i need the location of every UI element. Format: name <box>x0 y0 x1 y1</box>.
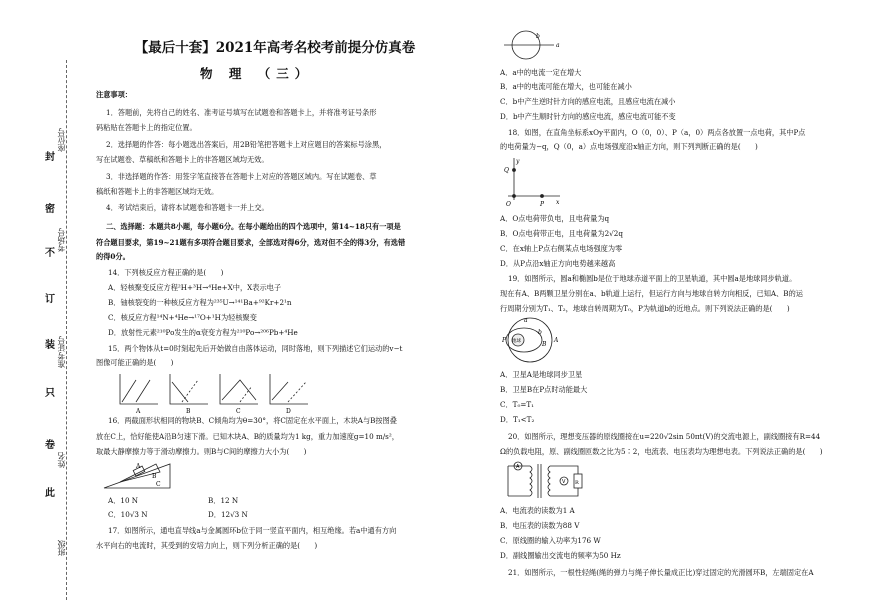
graph-label: D <box>286 408 291 414</box>
q16-option: C．10√3 N <box>108 510 148 519</box>
seal-word: 封 <box>45 152 55 163</box>
q18-option: B．O点电荷带正电，且电荷量为2√2q <box>500 229 623 238</box>
q20-option: C．原线圈的输入功率为176 W <box>500 536 601 545</box>
fig-label: Q <box>504 167 509 174</box>
notice-line: 写在试题卷、草稿纸和答题卡上的非答题区域均无效。 <box>96 155 269 164</box>
exam-title: 【最后十套】2021年高考名校考前提分仿真卷 <box>134 40 416 56</box>
fig-label: C <box>156 481 161 488</box>
q18-stem: 18．如图，在直角坐标系xOy平面内，O（0，0）、P（a，0）两点各放置一点电荷，其中P点 <box>508 128 806 137</box>
fig-label: x <box>556 199 560 206</box>
exam-subtitle: 物 理 （三） <box>200 66 314 81</box>
q18-option: C．在x轴上P点右侧某点电场强度为零 <box>500 244 623 253</box>
seal-word: 密 <box>45 204 55 215</box>
q20-option: B．电压表的读数为88 V <box>500 521 580 530</box>
fig-label-earth: 地球 <box>512 339 521 344</box>
fig-label: A <box>554 337 559 344</box>
q18-stem: 的电荷量为−q，Q（0，a）点电场强度沿x轴正方向，则下列判断正确的是( ) <box>500 142 758 151</box>
fig-label: B <box>542 341 547 348</box>
fig-label: y <box>516 158 520 165</box>
q19-option: C．T₀=T₁ <box>500 400 535 409</box>
seal-word: 此 <box>45 488 55 499</box>
q19-stem: 现在有A、B两颗卫星分别在a、b轨道上运行，但运行方向与地球自转方向相反，已知A、B的运 <box>500 289 803 298</box>
fig-label: A <box>136 463 141 470</box>
q17-option: D．b中产生顺时针方向的感应电流，感应电流可能不变 <box>500 112 676 121</box>
graph-label: B <box>186 408 191 414</box>
q19-option: D．T₁<T₂ <box>500 415 535 424</box>
graph-label: A <box>136 408 141 414</box>
notice-line: 4．考试结束后，请将本试题卷和答题卡一并上交。 <box>106 203 269 212</box>
q14-option: A．轻核聚变反应方程²H+³H→⁴He+X中，X表示电子 <box>108 283 282 292</box>
q15-stem: 图像可能正确的是( ) <box>96 358 174 367</box>
q17-option: A．a中的电流一定在增大 <box>500 68 582 77</box>
fig-label: O <box>506 201 511 208</box>
q15-vt-graphs <box>112 372 322 414</box>
q17-option: B．a中的电流可能在增大，也可能在减小 <box>500 82 632 91</box>
field-label-class: 班级 <box>57 540 66 556</box>
field-label-name: 姓名 <box>57 452 66 468</box>
fig-label: a <box>524 317 528 324</box>
q16-option: B．12 N <box>208 496 239 505</box>
q19-stem: 行周期分别为T₁、T₂，地球自转周期为T₀，P为轨道b的近地点。则下列说法正确的是( ) <box>500 304 790 313</box>
q18-option: A．O点电荷带负电，且电荷量为q <box>500 214 610 223</box>
fig-label: a <box>556 42 560 49</box>
section-line: 符合题目要求，第19~21题有多项符合题目要求，全部选对得6分，选对但不全的得3分，有选错 <box>96 238 406 247</box>
notice-line: 2．选择题的作答：每小题选出答案后，用2B铅笔把答题卡上对应题目的答案标号涂黑， <box>106 140 387 149</box>
notice-line: 1．答题前，先将自己的姓名、准考证号填写在试题卷和答题卡上，并将准考证号条形 <box>106 108 377 117</box>
fig-label: P <box>540 201 545 208</box>
fig-label: B <box>152 473 157 480</box>
q16-stem: 放在C上，恰好能使A沿B匀速下滑。已知木块A、B的质量均为1 kg，重力加速度g=10 m/s²， <box>96 432 399 441</box>
voltmeter-label: V <box>562 479 566 485</box>
q17-stem: 水平向右的电流时，其受到的安培力向上，则下列分析正确的是( ) <box>96 541 318 550</box>
q17-stem: 17．如图所示，通电直导线a与金属圆环b位于同一竖直平面内，相互绝缘。若a中通有方向 <box>108 526 397 535</box>
q20-option: D．副线圈输出交流电的频率为50 Hz <box>500 551 621 560</box>
section-line: 二、选择题：本题共8小题，每小题6分。在每小题给出的四个选项中，第14~18只有一项是 <box>106 222 401 231</box>
field-label-seat: 座位号 <box>57 128 66 152</box>
q21-stem: 21．如图所示，一根性轻绳(绳的弹力与绳子伸长量成正比)穿过固定的光滑圆环B，左端固定在A <box>508 568 814 577</box>
q19-option: A．卫星A是地球同步卫星 <box>500 370 583 379</box>
field-label-room: 考场号 <box>57 228 66 252</box>
ammeter-label: A <box>516 464 520 470</box>
q17-option: C．b中产生逆时针方向的感应电流，且感应电流在减小 <box>500 97 676 106</box>
notice-heading: 注意事项： <box>96 90 132 99</box>
q20-stem: Ω的负载电阻，原、副线圈匝数之比为5∶2，电流表、电压表均为理想电表。下列说法正确的是( ) <box>500 447 823 456</box>
resistor-label: R <box>575 480 579 486</box>
q19-orbit-figure <box>502 316 562 364</box>
q16-option: A．10 N <box>108 496 139 505</box>
graph-label: C <box>236 408 241 414</box>
q20-stem: 20．如图所示，理想变压器的原线圈接在u=220√2sin 50πt(V)的交流电源上，副线圈接有R=44 <box>508 432 821 441</box>
seal-word: 订 <box>45 294 55 305</box>
q16-stem: 取最大静摩擦力等于滑动摩擦力。则B与C间的摩擦力大小为( ) <box>96 447 307 456</box>
q14-option: D．放射性元素²¹⁰Po发生的α衰变方程为²¹⁰Po→²⁰⁶Pb+⁴He <box>108 328 298 337</box>
notice-line: 3．非选择题的作答：用签字笔直接答在答题卡上对应的答题区域内。写在试题卷、草 <box>106 172 377 181</box>
q18-coordinate-figure <box>502 156 564 210</box>
q14-option: B．铀核裂变的一种核反应方程为²³⁵U→¹⁴¹Ba+⁹²Kr+2¹n <box>108 298 292 307</box>
q19-option: B．卫星B在P点时动能最大 <box>500 385 588 394</box>
notice-line: 稿纸和答题卡上的非答题区域均无效。 <box>96 187 219 196</box>
q16-option: D．12√3 N <box>208 510 248 519</box>
seal-word: 只 <box>45 388 55 399</box>
q19-stem: 19．如图所示，圆a和椭圆b是位于地球赤道平面上的卫星轨道，其中圆a是地球同步轨道。 <box>508 274 797 283</box>
fig-label: b <box>536 33 540 40</box>
section-line: 的得0分。 <box>96 252 130 261</box>
q16-stem: 16．两截面形状相同的物块B、C倾角均为θ=30°，将C固定在水平面上，木块A与B按图叠 <box>108 416 397 425</box>
q20-option: A．电流表的读数为1 A <box>500 506 575 515</box>
q15-stem: 15．两个物体从t=0时刻起先后开始做自由落体运动，同时落地，则下列描述它们运动的v−t <box>108 344 403 353</box>
binding-margin <box>0 0 80 615</box>
seal-word: 不 <box>45 248 55 259</box>
q16-incline-figure <box>100 460 180 492</box>
q14-option: C．核反应方程¹⁴N+⁴He→¹⁷O+¹H为轻核聚变 <box>108 313 257 322</box>
fig-label: b <box>538 329 542 336</box>
q20-transformer-figure <box>504 460 584 502</box>
fig-label: P <box>502 337 507 344</box>
q18-option: D．从P点沿x轴正方向电势越来越高 <box>500 259 616 268</box>
seal-word: 卷 <box>45 440 55 451</box>
q17-ring-wire-figure <box>502 28 562 62</box>
q14-stem: 14．下列核反应方程正确的是( ) <box>108 268 224 277</box>
seal-word: 装 <box>45 340 55 351</box>
notice-line: 码粘贴在答题卡上的指定位置。 <box>96 123 197 132</box>
field-label-ticket: 准考证号 <box>57 336 66 368</box>
